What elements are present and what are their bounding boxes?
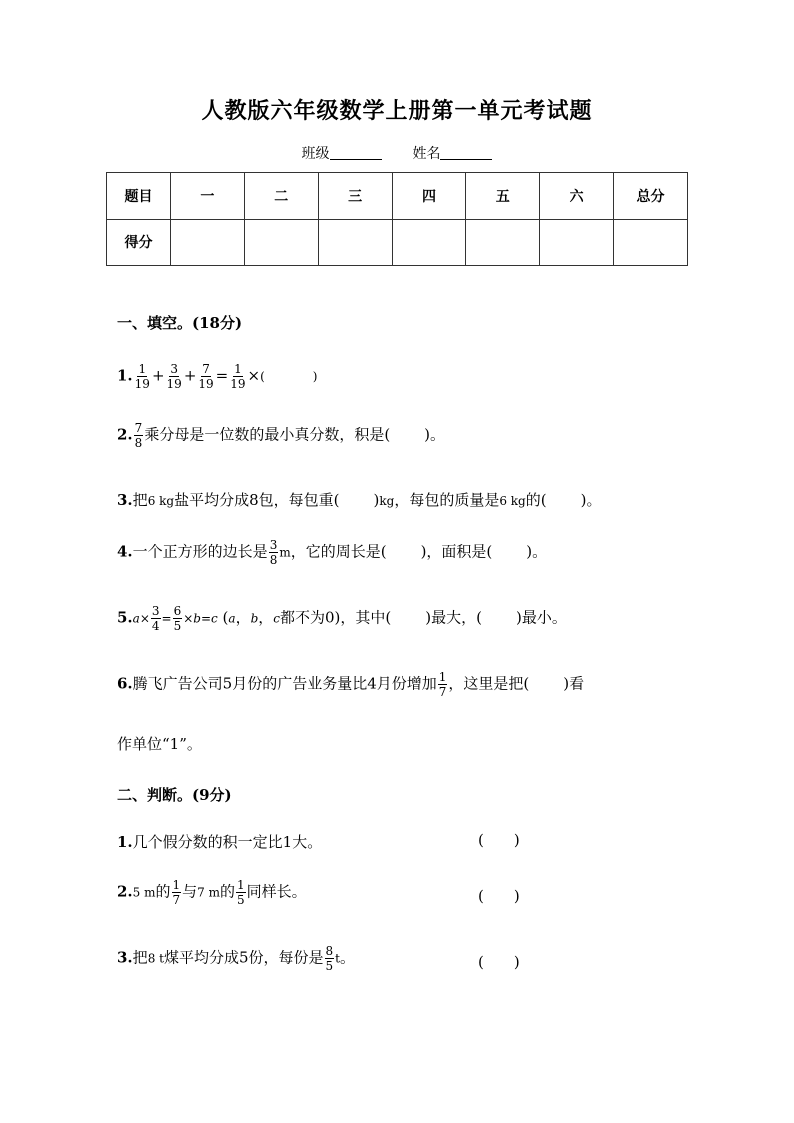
quantity: 6 kg [147, 494, 175, 508]
unit: t [335, 951, 340, 966]
fraction [134, 362, 151, 391]
numerator: 7 [134, 421, 143, 435]
score-cell[interactable] [244, 219, 318, 266]
plus-sign: + [151, 366, 165, 385]
variable: a [228, 611, 236, 626]
name-label: 姓名 [412, 146, 441, 162]
quantity: 8 t [147, 951, 164, 966]
close-paren: ) [513, 887, 520, 905]
question-text: ( [217, 608, 229, 627]
student-info-line [0, 143, 794, 163]
open-paren: ( [478, 953, 484, 971]
denominator: 5 [237, 893, 245, 907]
fill-question-1 [117, 362, 317, 391]
score-cell[interactable] [392, 219, 466, 266]
quantity: 7 m [197, 885, 220, 900]
equals-sign: = [215, 366, 229, 385]
question-text: ，它的周长是( [290, 542, 387, 561]
score-header-cell: 六 [540, 173, 614, 220]
numerator: 3 [269, 538, 278, 552]
numerator: 8 [325, 944, 334, 958]
judge-answer-2[interactable] [478, 887, 520, 905]
judge-question-2 [117, 878, 307, 907]
question-text: )。 [580, 491, 602, 509]
score-header-cell: 总分 [614, 173, 688, 220]
denominator: 8 [134, 436, 143, 450]
numerator: 3 [170, 362, 178, 376]
question-text: )最小。 [515, 608, 567, 627]
close-paren: ) [312, 369, 318, 384]
score-header-cell: 三 [318, 173, 392, 220]
unit: kg [379, 494, 395, 508]
equals-sign: = [161, 611, 172, 626]
denominator: 19 [134, 377, 150, 391]
question-text: 把 [132, 491, 148, 509]
variable: c [273, 611, 281, 626]
fill-question-2 [117, 421, 445, 450]
question-text: )。 [526, 542, 548, 561]
score-table [106, 172, 688, 266]
quantity: 5 m [132, 885, 156, 900]
question-number: 5. [117, 608, 133, 627]
numerator: 1 [237, 878, 245, 892]
variable: a [132, 611, 140, 626]
denominator: 8 [269, 553, 278, 567]
score-cell[interactable] [318, 219, 392, 266]
section-2-heading: 二、判断。(9分) [117, 786, 232, 804]
fraction [229, 362, 246, 391]
judge-answer-3[interactable] [478, 953, 520, 971]
denominator: 5 [325, 959, 334, 973]
section-1-heading: 一、填空。(18分) [117, 314, 243, 332]
unit: m [279, 545, 291, 560]
fraction [325, 944, 335, 973]
denominator: 19 [166, 377, 182, 391]
question-text: 的 [220, 882, 236, 901]
class-label: 班级 [301, 146, 330, 162]
question-text: )。 [424, 425, 446, 444]
question-text: 都不为0)，其中( [280, 608, 392, 627]
denominator: 19 [198, 377, 214, 391]
score-cell[interactable] [171, 219, 245, 266]
name-blank[interactable] [440, 145, 492, 160]
open-paren: ( [478, 887, 484, 905]
open-paren: ( [478, 831, 484, 849]
fill-question-6 [117, 670, 584, 699]
judge-question-1 [117, 831, 322, 852]
variable: c [211, 611, 218, 626]
question-text: 乘分母是一位数的最小真分数，积是( [144, 425, 391, 444]
score-row-label: 得分 [107, 219, 171, 266]
fraction [438, 670, 448, 699]
plus-sign: + [183, 366, 197, 385]
question-text: ， [258, 608, 274, 627]
fill-question-3 [117, 489, 601, 510]
denominator: 7 [438, 685, 447, 699]
variable: b [250, 611, 259, 626]
times-sign: × [183, 611, 194, 626]
fraction [197, 362, 214, 391]
score-header-cell: 一 [171, 173, 245, 220]
score-cell[interactable] [540, 219, 614, 266]
score-cell[interactable] [466, 219, 540, 266]
score-table-score-row [107, 219, 688, 266]
score-header-cell: 五 [466, 173, 540, 220]
fraction [269, 538, 279, 567]
question-text: 几个假分数的积一定比1大。 [132, 833, 323, 851]
fill-question-5 [117, 604, 567, 633]
score-cell[interactable] [614, 219, 688, 266]
question-text: )最大，( [425, 608, 482, 627]
fraction [173, 604, 183, 633]
denominator: 4 [151, 619, 160, 633]
judge-question-3 [117, 944, 355, 973]
question-text: ， [235, 608, 251, 627]
question-text: )，面积是( [420, 542, 493, 561]
denominator: 5 [173, 619, 182, 633]
fraction [236, 878, 246, 907]
question-text: 的 [155, 882, 171, 901]
numerator: 1 [438, 670, 447, 684]
judge-answer-1[interactable] [478, 831, 520, 849]
score-header-cell: 题目 [107, 173, 171, 220]
close-paren: ) [513, 953, 520, 971]
score-table-header-row [107, 173, 688, 220]
numerator: 7 [202, 362, 210, 376]
variable: b [193, 611, 201, 626]
question-text: 同样长。 [246, 882, 307, 901]
numerator: 1 [138, 362, 147, 376]
question-number: 3. [117, 948, 133, 967]
fraction [172, 878, 182, 907]
question-number: 3. [117, 491, 133, 509]
question-text: 腾飞广告公司5月份的广告业务量比4月份增加 [132, 674, 437, 693]
question-text: 一个正方形的边长是 [132, 542, 268, 561]
times-sign: × [139, 611, 150, 626]
question-number: 4. [117, 542, 133, 561]
question-text: 煤平均分成5份，每份是 [163, 948, 324, 967]
question-text: ，这里是把( [448, 674, 530, 693]
numerator: 1 [172, 878, 181, 892]
fraction [166, 362, 183, 391]
question-text: 与 [182, 882, 198, 901]
question-number: 6. [117, 674, 133, 693]
fill-question-4 [117, 538, 547, 567]
fraction [134, 421, 144, 450]
question-number: 1. [117, 833, 133, 851]
denominator: 19 [230, 377, 246, 391]
question-text: ) [373, 491, 380, 509]
times-sign: × [247, 366, 261, 385]
numerator: 3 [151, 604, 160, 618]
fraction [151, 604, 161, 633]
question-text: 。 [339, 948, 355, 967]
equals-sign: = [200, 611, 212, 626]
score-header-cell: 二 [244, 173, 318, 220]
question-text: 的( [525, 491, 547, 509]
denominator: 7 [172, 893, 181, 907]
question-number: 1. [117, 366, 133, 385]
quantity: 6 kg [499, 494, 526, 508]
numerator: 6 [173, 604, 182, 618]
question-number: 2. [117, 882, 133, 901]
numerator: 1 [234, 362, 242, 376]
class-blank[interactable] [330, 145, 382, 160]
page-title: 人教版六年级数学上册第一单元考试题 [201, 98, 593, 124]
open-paren: ( [260, 369, 265, 384]
question-text: )看 [563, 674, 585, 693]
question-text: 把 [132, 948, 148, 967]
fill-question-6-line-2: 作单位“1”。 [117, 735, 202, 753]
question-text: 盐平均分成8包，每包重( [174, 491, 340, 509]
score-header-cell: 四 [392, 173, 466, 220]
question-number: 2. [117, 425, 133, 444]
close-paren: ) [513, 831, 520, 849]
question-text: ，每包的质量是 [394, 491, 500, 509]
